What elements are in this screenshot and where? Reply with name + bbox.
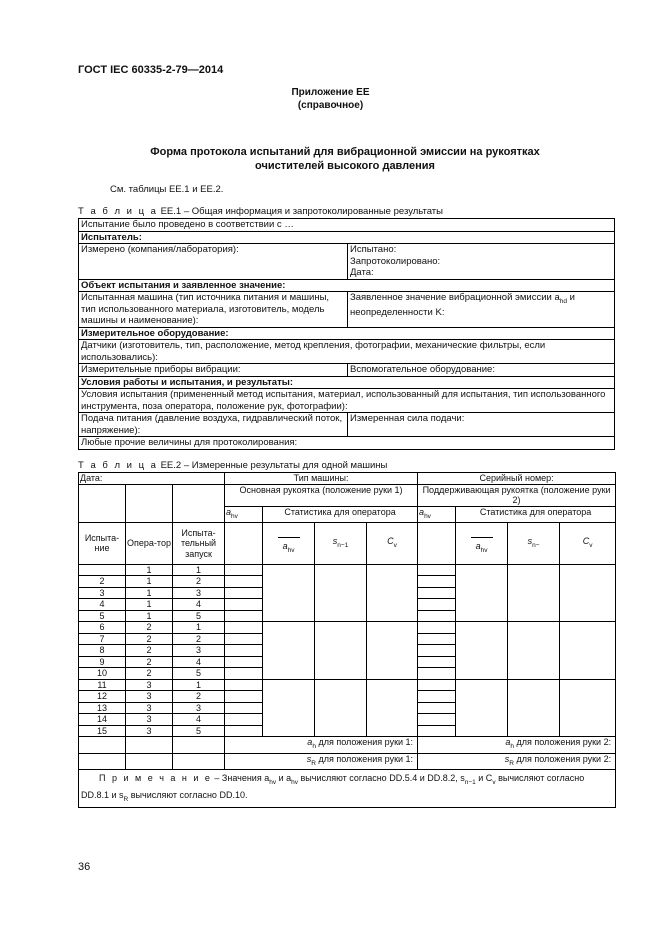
t1-row-conditions: Условия работы и испытания, и результаты: — [79, 376, 615, 389]
t1-row-object: Объект испытания и заявленное значение: — [79, 279, 615, 292]
t1-row-sensors: Датчики (изготовитель, тип, расположение, метод крепления, фотографии, механические фильтры, если использовались): — [79, 340, 615, 364]
t2-cell-stat-2 — [560, 564, 616, 622]
t2-sn1-1-sub: n−1 — [337, 541, 349, 549]
t2-cell-run: 2 — [173, 691, 225, 703]
t2-cell-run: 1 — [173, 679, 225, 691]
t2-note-5: вычисляют согласно DD.8.1 и s — [81, 772, 585, 800]
t2-cell-ahv-1 — [225, 587, 263, 599]
t2-note-6: вычисляют согласно DD.10. — [128, 789, 248, 800]
t2-cell-test: 13 — [79, 702, 126, 714]
t2-cell-ahv-1 — [225, 679, 263, 691]
t2-cv-2-sym: C — [582, 535, 590, 546]
t2-cell-ahv-1 — [225, 668, 263, 680]
t2-cell-run: 5 — [173, 725, 225, 737]
t2-cell-ahv-1 — [225, 691, 263, 703]
t2-cell-test: 3 — [79, 587, 126, 599]
table1-caption-label: Т а б л и ц а — [78, 206, 158, 217]
t2-note-2: и a — [276, 772, 292, 783]
t2-cell-ahv-1 — [225, 633, 263, 645]
t1-declared-value-sub: hd — [559, 297, 567, 305]
t1-feed-force: Измеренная сила подачи: — [348, 413, 615, 437]
form-title-line1: Форма протокола испытаний для вибрационной эмиссии на рукоятках — [150, 146, 540, 158]
table-row — [79, 679, 616, 691]
general-info-table — [78, 218, 615, 450]
annex-subtitle: (справочное) — [297, 100, 364, 111]
t2-ahv-1-sub: hv — [231, 512, 238, 520]
t2-cell-test: 8 — [79, 645, 126, 657]
t2-note-label: П р и м е ч а н и е — [99, 772, 212, 783]
t2-cell-stat-2 — [508, 622, 560, 680]
t2-ah-pos2: $a_h$ для положения руки 2: — [418, 737, 616, 753]
t2-cell-operator: 3 — [126, 725, 173, 737]
table-row — [79, 564, 616, 576]
t2-sn1-2 — [508, 522, 560, 564]
t2-ah-pos1: $a_h$ для положения руки 1: — [225, 737, 418, 753]
t2-serial: Серийный номер: — [418, 473, 616, 485]
t1-declared-value — [348, 292, 615, 328]
t1-aux-equipment: Вспомогательное оборудование: — [348, 364, 615, 377]
t2-col-test: Испыта-ние — [79, 522, 126, 564]
t1-row-tester: Испытатель: — [79, 231, 615, 244]
t2-cell-operator: 2 — [126, 656, 173, 668]
t2-cv-1-sub: v — [393, 541, 397, 549]
t2-cell-operator: 1 — [126, 610, 173, 622]
t2-cell-ahv-2 — [418, 622, 456, 634]
t2-cell-ahv-2 — [418, 714, 456, 726]
t1-row-equipment: Измерительное оборудование: — [79, 327, 615, 340]
t2-cell-operator: 1 — [126, 564, 173, 576]
form-title — [90, 145, 600, 173]
t2-mean-ahv-2-sym: a — [475, 540, 481, 551]
t2-mean-ahv-1-sub: hv — [287, 546, 295, 554]
t2-cell-test: 7 — [79, 633, 126, 645]
t2-cell-stat-2 — [508, 679, 560, 737]
t2-cell-run: 1 — [173, 622, 225, 634]
t2-cell-run: 2 — [173, 576, 225, 588]
table-row — [79, 622, 616, 634]
t2-blank-a1 — [225, 522, 263, 564]
t2-cell-run: 3 — [173, 702, 225, 714]
t2-cell-test: 10 — [79, 668, 126, 680]
t2-cell-ahv-2 — [418, 576, 456, 588]
t2-cell-ahv-2 — [418, 691, 456, 703]
t2-cell-ahv-1 — [225, 702, 263, 714]
t2-cell-test: 4 — [79, 599, 126, 611]
t2-cell-operator: 2 — [126, 633, 173, 645]
t2-cell-stat-2 — [508, 564, 560, 622]
t2-cell-stat-2 — [560, 622, 616, 680]
t2-cell-operator: 1 — [126, 587, 173, 599]
t2-sn1-1-sym: s — [332, 535, 338, 546]
t2-cell-stat-1 — [315, 679, 367, 737]
t2-cell-ahv-1 — [225, 599, 263, 611]
t2-cell-ahv-1 — [225, 622, 263, 634]
t2-cell-stat-1 — [263, 679, 315, 737]
t2-cell-stat-2 — [456, 622, 508, 680]
t1-power-supply: Подача питания (давление воздуха, гидравлический поток, напряжение): — [79, 413, 348, 437]
t2-ah-pos2-text: для положения руки 2: — [516, 737, 612, 748]
t2-cell-stat-1 — [367, 564, 418, 622]
t2-cell-stat-2 — [456, 679, 508, 737]
t2-stats-1: Статистика для оператора — [263, 506, 418, 522]
t2-mean-ahv-1 — [263, 522, 315, 564]
intro-text: См. таблицы ЕЕ.1 и ЕЕ.2. — [110, 184, 224, 195]
t2-stats-2: Статистика для оператора — [456, 506, 616, 522]
t2-cell-run: 5 — [173, 610, 225, 622]
t2-sr-pos2-text: для положения руки 2: — [516, 753, 612, 764]
t2-cell-ahv-2 — [418, 702, 456, 714]
t2-cell-stat-1 — [315, 564, 367, 622]
t2-cell-ahv-1 — [225, 576, 263, 588]
t2-cell-run: 3 — [173, 645, 225, 657]
t2-cell-ahv-2 — [418, 587, 456, 599]
t1-declared-value-b: и неопределенности K: — [350, 292, 575, 319]
t2-ahv-1 — [225, 506, 263, 522]
t2-cell-ahv-1 — [225, 656, 263, 668]
t2-cell-run: 4 — [173, 656, 225, 668]
t2-ah-pos1-text: для положения руки 1: — [318, 737, 414, 748]
t2-cell-run: 4 — [173, 599, 225, 611]
table1-caption — [78, 206, 443, 217]
t2-data-rows — [79, 564, 616, 737]
t2-cell-stat-1 — [367, 679, 418, 737]
t2-cell-operator: 3 — [126, 691, 173, 703]
t2-cell-ahv-2 — [418, 668, 456, 680]
t2-cell-ahv-1 — [225, 564, 263, 576]
t1-tested-block — [348, 244, 615, 280]
t1-row-standard: Испытание было проведено в соответствии с … — [79, 219, 615, 232]
t2-cell-test: 5 — [79, 610, 126, 622]
t2-cell-stat-1 — [367, 622, 418, 680]
t2-note-4: и C — [475, 772, 493, 783]
t2-cell-operator: 1 — [126, 576, 173, 588]
t2-cell-operator: 2 — [126, 622, 173, 634]
t2-cv-1 — [367, 522, 418, 564]
t2-cv-2-sub: v — [589, 541, 593, 549]
t2-main-handle: Основная рукоятка (положение руки 1) — [225, 484, 418, 506]
t1-recorded: Запротоколировано: — [350, 255, 441, 267]
t2-cell-test — [79, 564, 126, 576]
table2-caption — [78, 460, 387, 471]
t2-cell-ahv-2 — [418, 645, 456, 657]
t2-cell-ahv-1 — [225, 714, 263, 726]
t2-sn1-2-sub: n− — [532, 541, 540, 549]
t2-sr-pos2: $s_R$ для положения руки 2: — [418, 753, 616, 769]
t2-note-1: – Значения a — [211, 772, 270, 783]
t2-cell-operator: 2 — [126, 668, 173, 680]
t2-cell-ahv-2 — [418, 633, 456, 645]
t2-cell-ahv-1 — [225, 645, 263, 657]
t2-cell-stat-1 — [315, 622, 367, 680]
t2-ahv-2 — [418, 506, 456, 522]
page-number: 36 — [78, 861, 91, 873]
t2-cell-run: 4 — [173, 714, 225, 726]
annex-title: Приложение ЕЕ — [291, 87, 370, 98]
t2-aux-handle: Поддерживающая рукоятка (положение руки 2) — [418, 484, 616, 506]
t2-ahv-2-sub: hv — [424, 512, 431, 520]
t2-cell-ahv-2 — [418, 564, 456, 576]
form-title-line2: очистителей высокого давления — [255, 160, 435, 172]
t2-cell-run: 1 — [173, 564, 225, 576]
t2-cell-ahv-2 — [418, 656, 456, 668]
t2-cell-test: 14 — [79, 714, 126, 726]
results-table — [78, 472, 616, 808]
t2-cell-stat-2 — [560, 679, 616, 737]
t2-ahv-1-sym: a — [226, 506, 232, 517]
t2-sr-pos1: $s_R$ для положения руки 1: — [225, 753, 418, 769]
t2-cell-operator: 3 — [126, 714, 173, 726]
t2-col-run: Испыта-тельный запуск — [173, 522, 225, 564]
t1-row-other: Любые прочие величины для протоколирования: — [79, 437, 615, 450]
t2-cell-ahv-1 — [225, 610, 263, 622]
t1-date: Дата: — [350, 267, 374, 278]
t2-note-3: вычисляют согласно DD.5.4 и DD.8.2, s — [298, 772, 465, 783]
t2-cell-test: 15 — [79, 725, 126, 737]
t2-col-operator: Опера-тор — [126, 522, 173, 564]
t2-cell-test: 2 — [79, 576, 126, 588]
t2-sn1-2-sym: s — [527, 535, 533, 546]
t2-cell-operator: 2 — [126, 645, 173, 657]
t1-vibration-instruments: Измерительные приборы вибрации: — [79, 364, 348, 377]
table2-caption-text: ЕЕ.2 – Измеренные результаты для одной машины — [160, 460, 388, 471]
t2-cell-run: 5 — [173, 668, 225, 680]
t2-cell-ahv-1 — [225, 725, 263, 737]
t1-measured-by: Измерено (компания/лаборатория): — [79, 244, 348, 280]
t2-mean-ahv-1-sym: a — [282, 540, 288, 551]
t2-date: Дата: — [79, 473, 225, 485]
t2-machine-type: Тип машины: — [225, 473, 418, 485]
t2-cell-run: 2 — [173, 633, 225, 645]
t2-cell-test: 6 — [79, 622, 126, 634]
t2-note: П р и м е ч а н и е – Значения $a_{hv}$ и $a_{hv}$ вычисляют согласно DD.5.4 и DD.8.2, $s_{n-1}$ и $C_v$ вычисляют согласно DD.8.1 и $s_R$ вычисляют согласно DD.10. — [79, 769, 616, 808]
table2-caption-label: Т а б л и ц а — [78, 460, 158, 471]
t2-cell-test: 12 — [79, 691, 126, 703]
t2-cell-operator: 3 — [126, 702, 173, 714]
document-header: ГОСТ IEC 60335-2-79—2014 — [78, 64, 224, 76]
t2-sn1-1 — [315, 522, 367, 564]
t1-tested-machine: Испытанная машина (тип источника питания и машины, тип использованного материала, изготовитель, модель машины и наименование): — [79, 292, 348, 328]
t1-row-test-conditions: Условия испытания (примененный метод испытания, материал, использованный для испытания, тип использованного инструмента, поза оператора, положение рук, фотографии): — [79, 389, 615, 413]
t2-sr-pos1-text: для положения руки 1: — [318, 753, 414, 764]
t1-tested: Испытано: — [350, 244, 397, 255]
table1-caption-text: ЕЕ.1 – Общая информация и запротоколированные результаты — [160, 206, 443, 217]
t2-cell-operator: 3 — [126, 679, 173, 691]
t2-cell-run: 3 — [173, 587, 225, 599]
t2-cv-2 — [560, 522, 616, 564]
t2-cell-ahv-2 — [418, 679, 456, 691]
t2-cell-ahv-2 — [418, 725, 456, 737]
t2-cell-stat-1 — [263, 622, 315, 680]
t2-cv-1-sym: C — [387, 535, 394, 546]
t2-cell-test: 9 — [79, 656, 126, 668]
t2-cell-stat-2 — [456, 564, 508, 622]
t2-cell-operator: 1 — [126, 599, 173, 611]
t2-mean-ahv-2 — [456, 522, 508, 564]
t2-cell-ahv-2 — [418, 610, 456, 622]
t2-cell-ahv-2 — [418, 599, 456, 611]
t2-blank-a2 — [418, 522, 456, 564]
t2-cell-stat-1 — [263, 564, 315, 622]
t2-cell-test: 11 — [79, 679, 126, 691]
t2-ahv-2-sym: a — [419, 506, 425, 517]
t1-declared-value-a: Заявленное значение вибрационной эмиссии a — [350, 292, 560, 303]
t2-mean-ahv-2-sub: hv — [480, 546, 488, 554]
